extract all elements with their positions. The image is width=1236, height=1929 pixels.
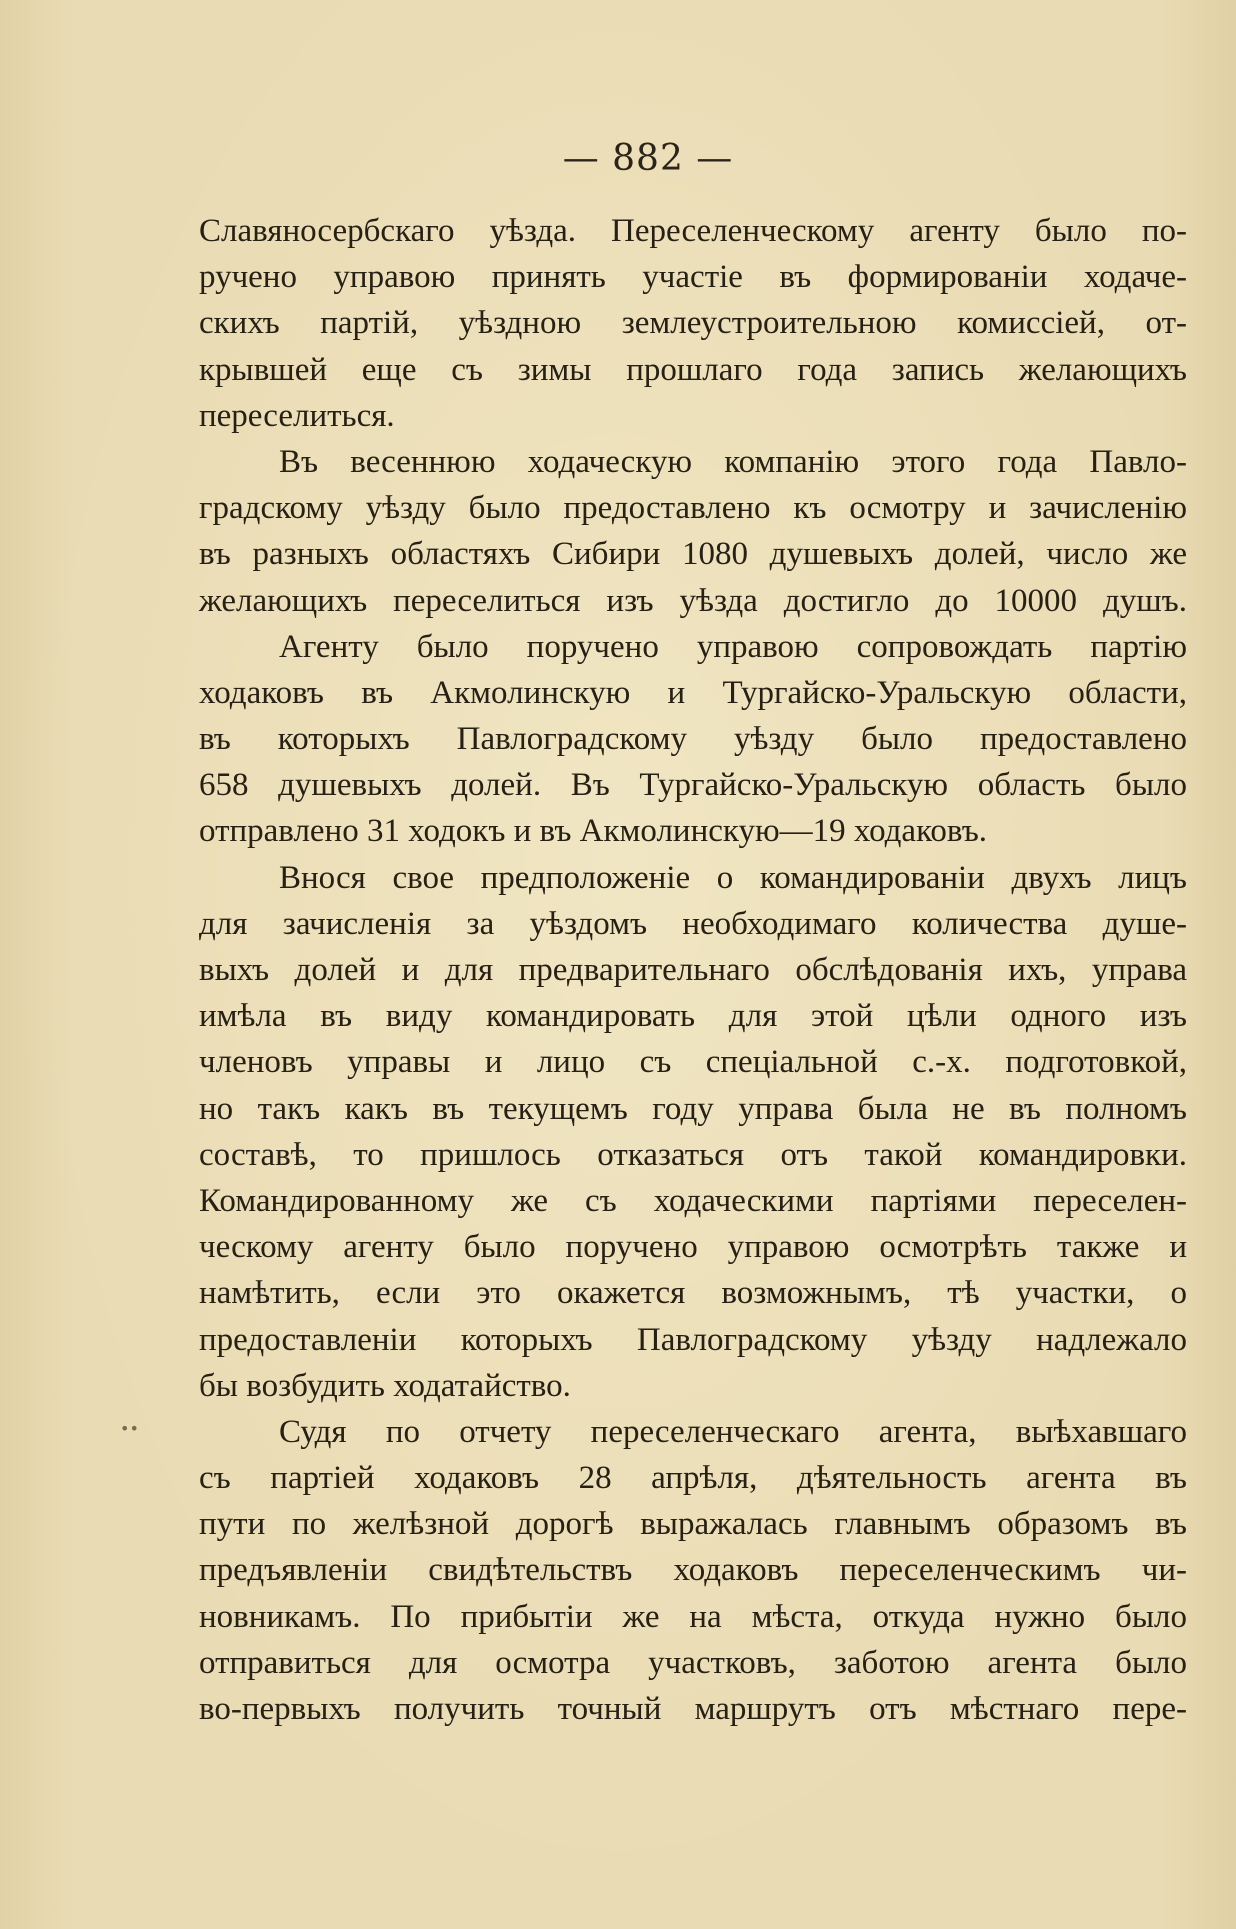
text-line: предъявленіи свидѣтельствъ ходаковъ переселенческимъ чи- — [199, 1552, 1187, 1589]
text-line: предоставленіи которыхъ Павлоградскому уѣзду надлежало — [199, 1321, 1187, 1358]
text-line: Судя по отчету переселенческаго агента, выѣхавшаго — [279, 1413, 1187, 1450]
text-line: выхъ долей и для предварительнаго обслѣдованія ихъ, управа — [199, 952, 1187, 988]
text-line: желающихъ переселиться изъ уѣзда достигло до 10000 душъ. — [199, 582, 1187, 619]
text-line: 658 душевыхъ долей. Въ Тургайско-Уральскую область было — [199, 767, 1187, 804]
text-line: ручено управою принять участіе въ формированіи ходаче- — [199, 259, 1187, 296]
margin-mark: •• — [120, 1419, 139, 1438]
text-line: Славяносербскаго уѣзда. Переселенческому агенту было по- — [199, 213, 1187, 249]
text-line: намѣтить, если это окажется возможнымъ, тѣ участки, о — [199, 1275, 1187, 1312]
text-line: составѣ, то пришлось отказаться отъ такой командировки. — [199, 1136, 1187, 1173]
text-line: но такъ какъ въ текущемъ году управа была не въ полномъ — [199, 1090, 1187, 1127]
text-line: въ разныхъ областяхъ Сибири 1080 душевыхъ долей, число же — [199, 536, 1187, 573]
text-line: ходаковъ въ Акмолинскую и Тургайско-Уральскую области, — [199, 674, 1187, 711]
text-line: Командированному же съ ходаческими партіями переселен- — [199, 1182, 1187, 1219]
text-line: для зачисленія за уѣздомъ необходимаго количества душе- — [199, 905, 1187, 942]
body-text — [199, 208, 1187, 1732]
text-line: членовъ управы и лицо съ спеціальной с.-х. подготовкой, — [199, 1044, 1187, 1081]
text-line: новникамъ. По прибытіи же на мѣста, откуда нужно было — [199, 1598, 1187, 1635]
text-line: отправлено 31 ходокъ и въ Акмолинскую—19 ходаковъ. — [199, 813, 988, 850]
text-line: Въ весеннюю ходаческую компанію этого года Павло- — [279, 443, 1187, 480]
text-line: ческому агенту было поручено управою осмотрѣть также и — [199, 1229, 1187, 1266]
text-line: скихъ партій, уѣздною землеустроительною комиссіей, от- — [199, 305, 1187, 342]
text-line: во-первыхъ получить точный маршрутъ отъ мѣстнаго пере- — [199, 1691, 1187, 1727]
text-line: въ которыхъ Павлоградскому уѣзду было предоставлено — [199, 721, 1187, 758]
text-line: бы возбудить ходатайство. — [199, 1367, 571, 1404]
text-line: переселиться. — [199, 397, 395, 434]
text-line: пути по желѣзной дорогѣ выражалась главнымъ образомъ въ — [199, 1506, 1187, 1543]
text-line: съ партіей ходаковъ 28 апрѣля, дѣятельность агента въ — [199, 1460, 1187, 1497]
text-line: крывшей еще съ зимы прошлаго года запись желающихъ — [199, 351, 1187, 388]
text-line: градскому уѣзду было предоставлено къ осмотру и зачисленію — [199, 490, 1187, 527]
text-line: Внося свое предположеніе о командированіи двухъ лицъ — [279, 859, 1187, 896]
page-number: — 882 — — [562, 138, 734, 179]
text-line: отправиться для осмотра участковъ, заботою агента было — [199, 1644, 1187, 1681]
text-line: Агенту было поручено управою сопровождать партію — [279, 628, 1187, 665]
text-line: имѣла въ виду командировать для этой цѣли одного изъ — [199, 998, 1187, 1035]
